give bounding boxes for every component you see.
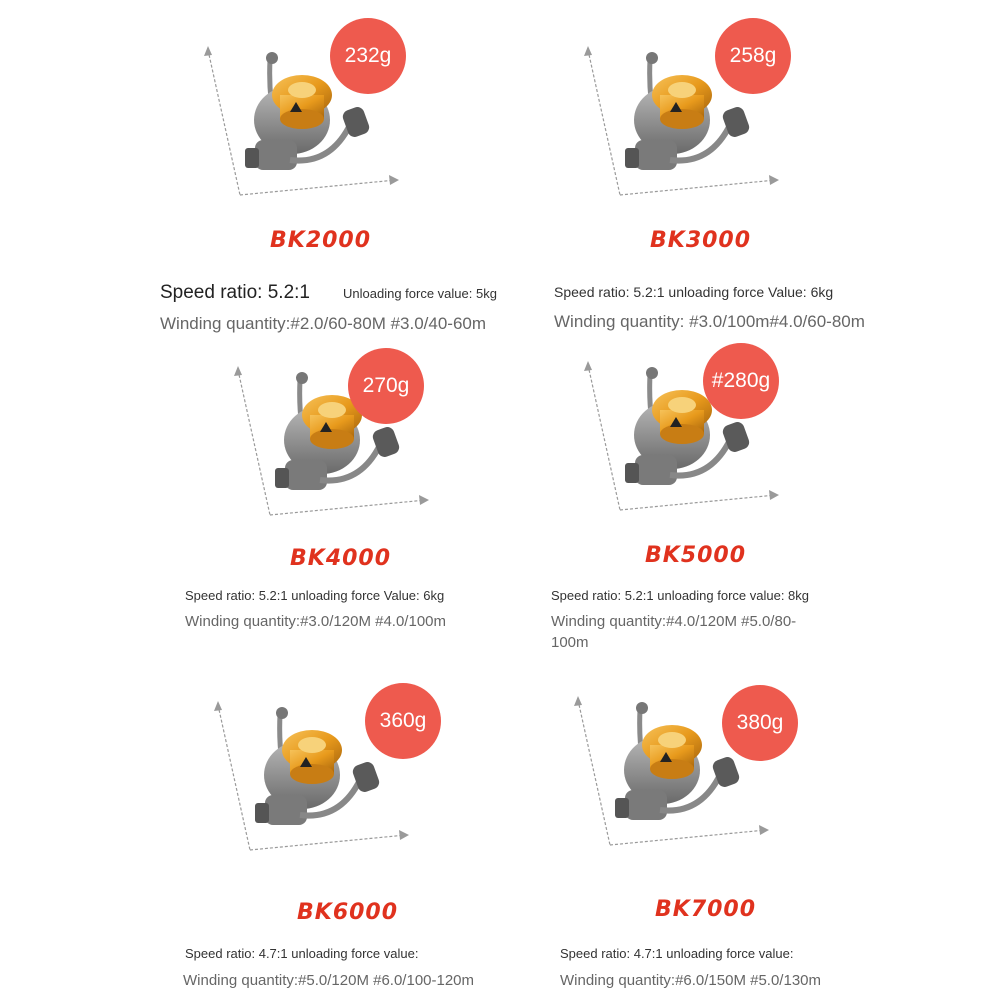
- model-name: BK5000: [645, 543, 747, 568]
- weight-badge: #280g: [703, 343, 779, 419]
- speed-ratio: Speed ratio: 5.2:1 unloading force Value: 6kg: [185, 588, 445, 603]
- winding-quantity: Winding quantity:#4.0/120M #5.0/80-: [551, 613, 797, 630]
- speed-ratio: Speed ratio: 4.7:1 unloading force value:: [185, 946, 419, 961]
- winding-quantity: Winding quantity:#2.0/60-80M #3.0/40-60m: [160, 314, 487, 333]
- weight-badge: 360g: [365, 683, 441, 759]
- weight-badge: 270g: [348, 348, 424, 424]
- model-name: BK4000: [290, 546, 392, 571]
- speed-ratio: Speed ratio: 5.2:1 unloading force value: 8kg: [551, 588, 810, 603]
- unloading-force: Unloading force value: 5kg: [343, 286, 497, 301]
- winding-quantity: Winding quantity:#6.0/150M #5.0/130m: [560, 972, 821, 989]
- weight-badge: 258g: [715, 18, 791, 94]
- speed-ratio: Speed ratio: 4.7:1 unloading force value:: [560, 946, 794, 961]
- model-name: BK2000: [270, 228, 372, 253]
- speed-ratio: Speed ratio: 5.2:1: [160, 282, 310, 303]
- model-name: BK7000: [655, 897, 757, 922]
- model-name: BK6000: [297, 900, 399, 925]
- model-name: BK3000: [650, 228, 752, 253]
- weight-badge: 380g: [722, 685, 798, 761]
- speed-ratio: Speed ratio: 5.2:1 unloading force Value: 6kg: [554, 284, 834, 300]
- winding-quantity: Winding quantity: #3.0/100m#4.0/60-80m: [554, 312, 865, 331]
- weight-badge: 232g: [330, 18, 406, 94]
- winding-quantity-cont: 100m: [551, 634, 589, 651]
- winding-quantity: Winding quantity:#3.0/120M #4.0/100m: [185, 613, 446, 630]
- winding-quantity: Winding quantity:#5.0/120M #6.0/100-120m: [183, 972, 475, 989]
